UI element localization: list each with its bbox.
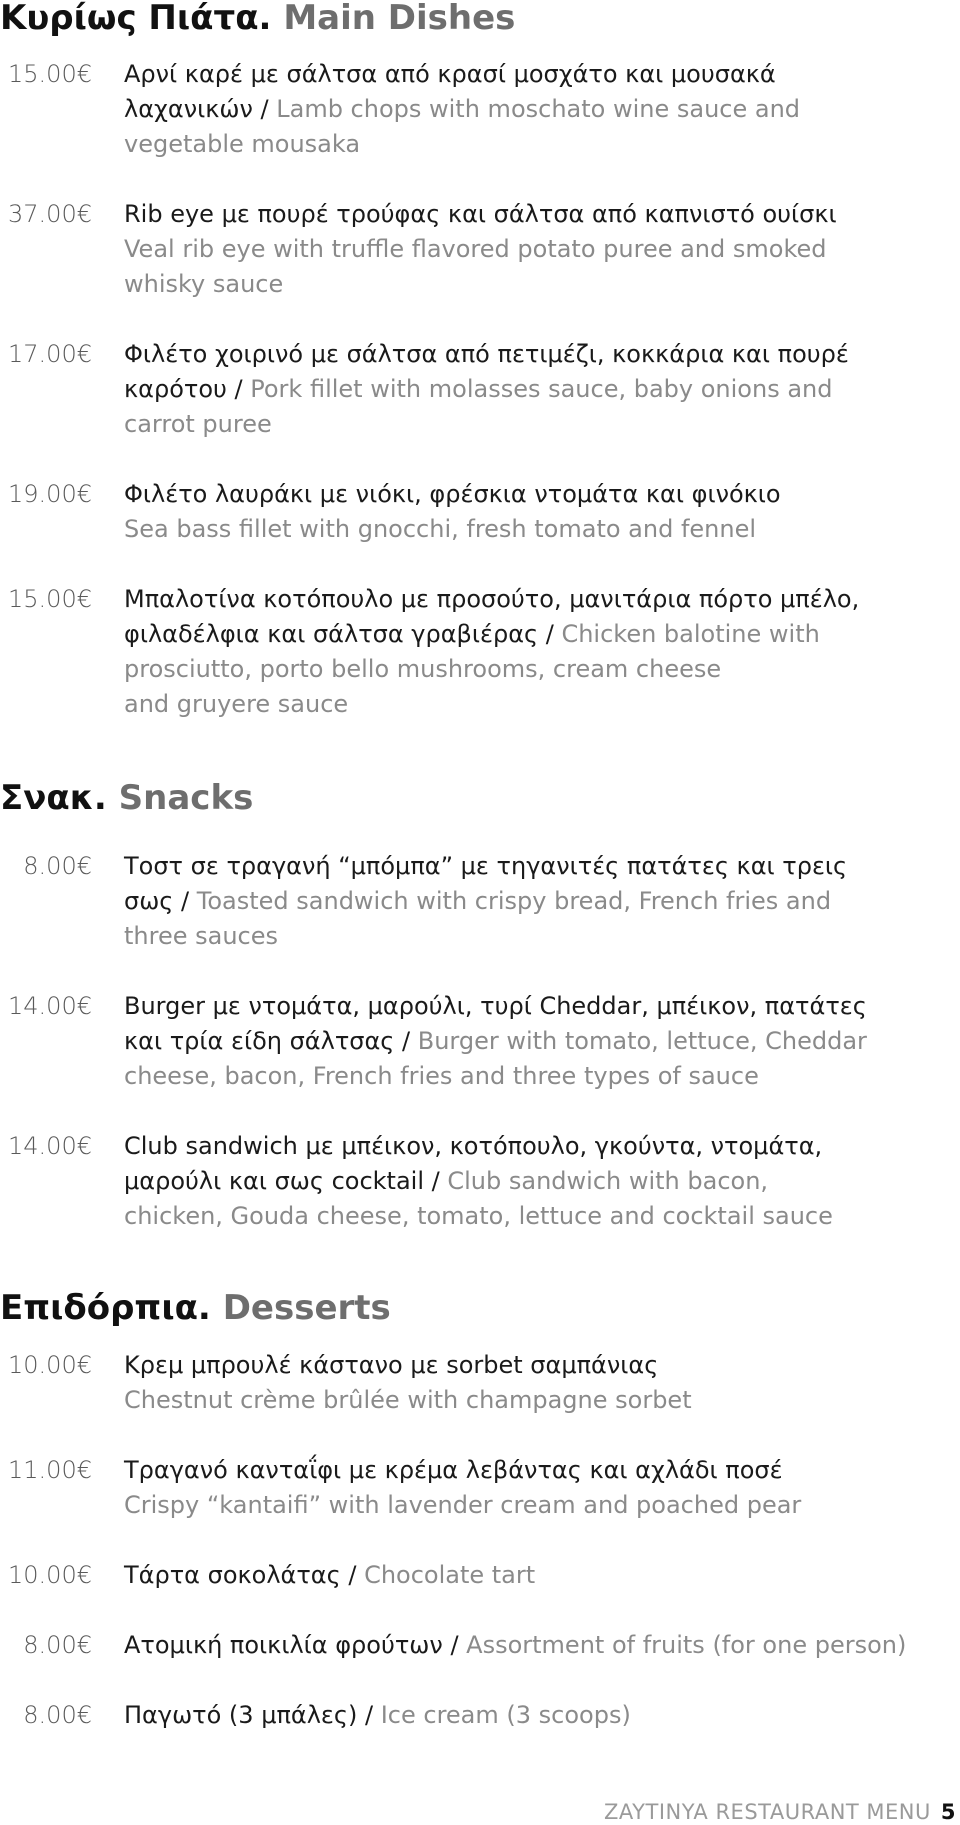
english-text: Sea bass fillet with gnocchi, fresh tomato and fennel [124, 515, 757, 543]
desc-line [124, 267, 960, 302]
greek-text: Club sandwich με μπέικον, κοτόπουλο, γκούντα, ντομάτα, [124, 1132, 823, 1160]
greek-text: Φιλέτο χοιρινό με σάλτσα από πετιμέζι, κοκκάρια και πουρέ [124, 340, 849, 368]
separator: / [173, 887, 197, 915]
section-title-snacks [0, 780, 253, 816]
english-text: Ice cream (3 scoops) [380, 1701, 631, 1729]
section-title-english: Desserts [222, 1288, 391, 1328]
item-price: 15.00€ [8, 585, 92, 613]
greek-text: Μπαλοτίνα κοτόπουλο με προσούτο, μανιτάρια πόρτο μπέλο, [124, 585, 860, 613]
desc-line [124, 1698, 960, 1733]
greek-text: Κρεμ μπρουλέ κάστανο με sorbet σαμπάνιας [124, 1351, 659, 1379]
greek-text: φιλαδέλφια και σάλτσα γραβιέρας [124, 620, 539, 648]
desc-line [124, 1164, 960, 1199]
greek-text: Rib eye με πουρέ τρούφας και σάλτσα από καπνιστό ουίσκι [124, 200, 837, 228]
item-description [124, 582, 960, 722]
separator: / [442, 1631, 467, 1659]
item-description [124, 477, 960, 547]
section-title-greek: Επιδόρπια. [0, 1288, 211, 1328]
greek-text: Τραγανό κανταΐφι με κρέμα λεβάντας και αχλάδι ποσέ [124, 1456, 783, 1484]
greek-text: Τοστ σε τραγανή “μπόμπα” με τηγανιτές πατάτες και τρεις [124, 852, 848, 880]
separator: / [340, 1561, 365, 1589]
item-description [124, 1453, 960, 1523]
desc-line [124, 477, 960, 512]
item-description [124, 57, 960, 162]
english-text: three sauces [124, 922, 279, 950]
english-text: Club sandwich with bacon, [447, 1167, 769, 1195]
desc-line [124, 57, 960, 92]
greek-text: λαχανικών [124, 95, 253, 123]
item-price: 11.00€ [8, 1456, 92, 1484]
item-description [124, 1348, 960, 1418]
desc-line [124, 372, 960, 407]
item-price: 10.00€ [8, 1561, 92, 1589]
english-text: Toasted sandwich with crispy bread, French fries and [196, 887, 832, 915]
english-text: vegetable mousaka [124, 130, 361, 158]
desc-line [124, 582, 960, 617]
item-price: 10.00€ [8, 1351, 92, 1379]
section-title-english: Main Dishes [283, 0, 516, 38]
desc-line [124, 407, 960, 442]
desc-line [124, 617, 960, 652]
item-price: 37.00€ [8, 200, 92, 228]
section-title-main-dishes [0, 0, 515, 36]
desc-line [124, 919, 960, 954]
section-title-greek: Σνακ. [0, 778, 107, 818]
desc-line [124, 1383, 960, 1418]
item-description [124, 1698, 960, 1733]
item-description [124, 1558, 960, 1593]
page-footer [570, 1800, 956, 1824]
desc-line [124, 1558, 960, 1593]
greek-text: Παγωτό (3 μπάλες) [124, 1701, 358, 1729]
english-text: Assortment of fruits (for one person) [466, 1631, 907, 1659]
separator: / [394, 1027, 418, 1055]
item-description [124, 1628, 960, 1663]
desc-line [124, 232, 960, 267]
greek-text: και τρία είδη σάλτσας [124, 1027, 395, 1055]
greek-text: καρότου [124, 375, 227, 403]
desc-line [124, 127, 960, 162]
desc-line [124, 1628, 960, 1663]
item-price: 8.00€ [23, 852, 92, 880]
english-text: and gruyere sauce [124, 690, 349, 718]
item-description [124, 337, 960, 442]
desc-line [124, 1129, 960, 1164]
english-text: prosciutto, porto bello mushrooms, cream cheese [124, 655, 722, 683]
desc-line [124, 652, 960, 687]
desc-line [124, 849, 960, 884]
desc-line [124, 92, 960, 127]
item-price: 19.00€ [8, 480, 92, 508]
english-text: carrot puree [124, 410, 272, 438]
item-description [124, 1129, 960, 1234]
greek-text: Τάρτα σοκολάτας [124, 1561, 341, 1589]
separator: / [226, 375, 251, 403]
greek-text: Burger με ντομάτα, μαρούλι, τυρί Cheddar, μπέικον, πατάτες [124, 992, 867, 1020]
desc-line [124, 1488, 960, 1523]
separator: / [357, 1701, 381, 1729]
item-price: 17.00€ [8, 340, 92, 368]
section-title-greek: Κυρίως Πιάτα. [0, 0, 272, 38]
desc-line [124, 1059, 960, 1094]
english-text: Lamb chops with moschato wine sauce and [276, 95, 801, 123]
separator: / [252, 95, 277, 123]
desc-line [124, 884, 960, 919]
greek-text: σως [124, 887, 174, 915]
item-price: 14.00€ [8, 1132, 92, 1160]
desc-line [124, 989, 960, 1024]
separator: / [538, 620, 562, 648]
desc-line [124, 687, 960, 722]
english-text: cheese, bacon, French fries and three types of sauce [124, 1062, 759, 1090]
footer-text: ZAYTINYA RESTAURANT MENU [604, 1800, 931, 1824]
english-text: Veal rib eye with truffle flavored potato puree and smoked [124, 235, 827, 263]
item-price: 8.00€ [23, 1701, 92, 1729]
section-title-desserts [0, 1290, 391, 1326]
desc-line [124, 197, 960, 232]
desc-line [124, 512, 960, 547]
desc-line [124, 1348, 960, 1383]
desc-line [124, 1453, 960, 1488]
english-text: Pork fillet with molasses sauce, baby onions and [250, 375, 833, 403]
item-price: 14.00€ [8, 992, 92, 1020]
english-text: Crispy “kantaifi” with lavender cream and poached pear [124, 1491, 802, 1519]
item-price: 15.00€ [8, 60, 92, 88]
desc-line [124, 337, 960, 372]
desc-line [124, 1024, 960, 1059]
english-text: Chicken balotine with [561, 620, 820, 648]
greek-text: μαρούλι και σως cocktail [124, 1167, 425, 1195]
english-text: Chestnut crème brûlée with champagne sorbet [124, 1386, 692, 1414]
english-text: chicken, Gouda cheese, tomato, lettuce and cocktail sauce [124, 1202, 833, 1230]
greek-text: Ατομική ποικιλία φρούτων [124, 1631, 443, 1659]
greek-text: Φιλέτο λαυράκι με νιόκι, φρέσκια ντομάτα και φινόκιο [124, 480, 781, 508]
english-text: whisky sauce [124, 270, 284, 298]
desc-line [124, 1199, 960, 1234]
separator: / [424, 1167, 448, 1195]
item-description [124, 989, 960, 1094]
page-number: 5 [940, 1800, 956, 1824]
item-description [124, 197, 960, 302]
english-text: Chocolate tart [364, 1561, 536, 1589]
english-text: Burger with tomato, lettuce, Cheddar [417, 1027, 867, 1055]
section-title-english: Snacks [118, 778, 254, 818]
greek-text: Αρνί καρέ με σάλτσα από κρασί μοσχάτο και μουσακά [124, 60, 776, 88]
item-price: 8.00€ [23, 1631, 92, 1659]
item-description [124, 849, 960, 954]
